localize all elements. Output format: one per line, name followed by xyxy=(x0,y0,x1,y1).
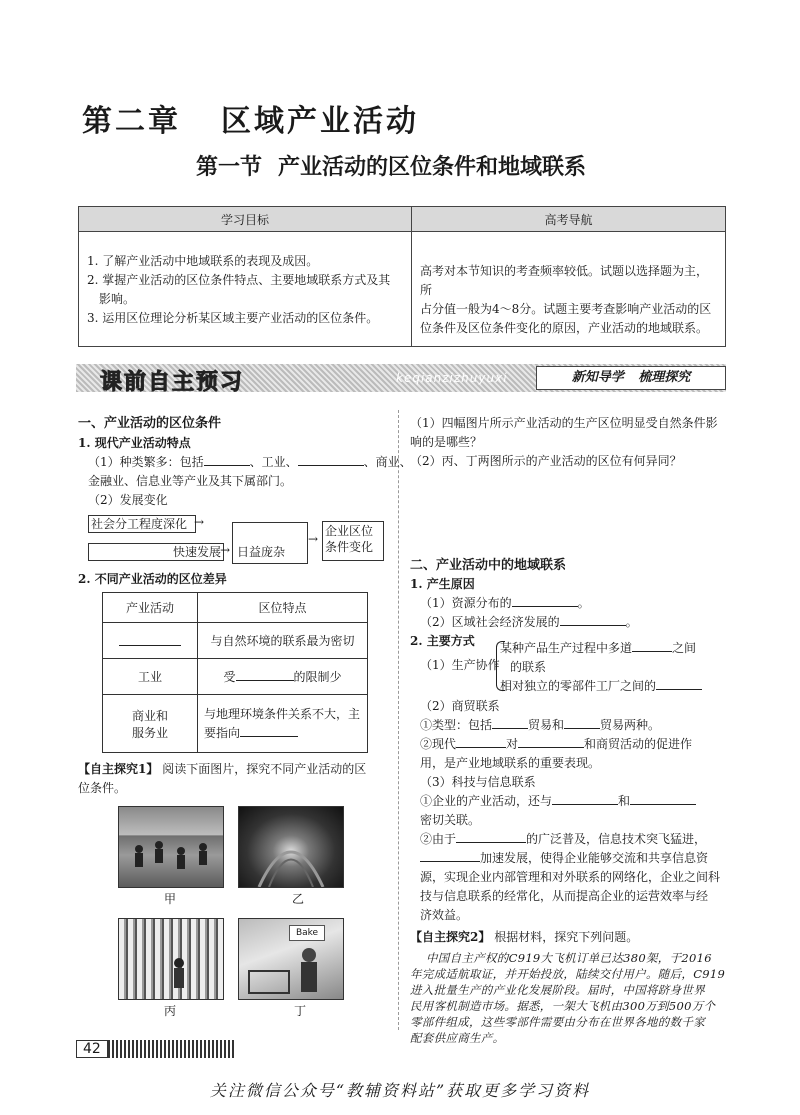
coop-line-3: 相对独立的零部件工厂之间的 xyxy=(500,677,702,696)
answer-blank[interactable] xyxy=(656,677,702,690)
banner-pinyin: keqianzizhuyuxi xyxy=(396,371,508,385)
section-title: 产业活动的区位条件和地域联系 xyxy=(278,154,587,180)
page-number-bar xyxy=(76,1040,236,1058)
trade-title: （2）商贸联系 xyxy=(420,699,500,713)
answer-blank[interactable] xyxy=(552,792,618,805)
question-2: （2）丙、丁两图所示的产业活动的区位有何异同？ xyxy=(410,454,682,468)
answer-blank[interactable] xyxy=(456,735,506,748)
tunnel-figure xyxy=(239,807,343,887)
arrow-icon: → xyxy=(194,515,205,529)
guide-line: 占分值一般为4～8分。试题主要考查影响产业活动的区 xyxy=(420,302,712,316)
photo-mine-tunnel xyxy=(238,806,344,888)
photo-caption: 甲 xyxy=(164,892,177,906)
features-line-3: （2）发展变化 xyxy=(88,493,168,507)
section1-1-title: 1. 现代产业活动特点 xyxy=(78,436,191,450)
goals-cell xyxy=(79,232,412,347)
diff-header: 产业活动 xyxy=(103,593,198,623)
photo-caption: 丙 xyxy=(164,1004,177,1018)
answer-blank[interactable] xyxy=(456,830,526,843)
goal-line: 2. 掌握产业活动的区位条件特点、主要地域联系方式及其 xyxy=(87,273,391,287)
flow-box-complex: 日益庞杂 xyxy=(232,522,308,564)
footer-slogan: 关注微信公众号“教辅资料站”获取更多学习资料 xyxy=(209,1081,591,1100)
answer-blank[interactable] xyxy=(518,735,584,748)
section-number: 第一节 xyxy=(196,154,263,180)
answer-blank[interactable] xyxy=(560,613,626,626)
diff-cell xyxy=(103,623,198,659)
photo-caption: 丁 xyxy=(294,1004,307,1018)
answer-blank[interactable] xyxy=(240,724,298,737)
answer-blank[interactable] xyxy=(420,849,480,862)
objectives-table xyxy=(78,206,726,347)
features-line-2: 金融业、信息业等产业及其下属部门。 xyxy=(88,474,293,488)
answer-blank[interactable] xyxy=(492,716,528,729)
tech-line-1: ①企业的产业活动，还与 和 xyxy=(420,792,696,811)
diff-header: 区位特点 xyxy=(198,593,368,623)
location-difference-table xyxy=(102,592,368,753)
trade-types: ①类型：包括 贸易和 贸易两种。 xyxy=(420,718,661,732)
chapter-number: 第二章 xyxy=(82,104,181,139)
diff-cell: 受 的限制少 xyxy=(198,659,368,695)
factory-figure xyxy=(119,919,223,999)
tech-line-3: ②由于 的广泛普及，信息技术突飞猛进， xyxy=(420,832,707,846)
bakery-sign: Bake xyxy=(289,925,325,941)
guide-header: 高考导航 xyxy=(412,207,726,232)
page-number: 42 xyxy=(76,1040,108,1058)
question-1-cont: 响的是哪些？ xyxy=(410,435,483,449)
tech-line-7: 济效益。 xyxy=(420,908,469,922)
section2-title: 二、产业活动中的地域联系 xyxy=(410,558,567,573)
chapter-title: 区域产业活动 xyxy=(221,104,419,139)
answer-blank[interactable] xyxy=(564,716,600,729)
photo-supermarket xyxy=(238,918,344,1000)
flow-box-division: 社会分工程度深化 xyxy=(88,515,196,533)
explore1-line-2: 位条件。 xyxy=(78,781,127,795)
flow-box-result: 企业区位 条件变化 xyxy=(322,521,384,561)
trade-modern-cont: 用，是产业地域联系的重要表现。 xyxy=(420,756,601,770)
material-line: 年完成适航取证，并开始投放，陆续交付用户。随后，C919 xyxy=(410,967,726,981)
goal-line: 3. 运用区位理论分析某区域主要产业活动的区位条件。 xyxy=(87,311,379,325)
photo-rice-farming xyxy=(118,806,224,888)
section-heading xyxy=(196,150,586,181)
guide-line: 位条件及区位条件变化的原因，产业活动的地域联系。 xyxy=(420,321,709,335)
section2-2-title: 2. 主要方式 xyxy=(410,634,475,648)
diff-cell: 与自然环境的联系最为密切 xyxy=(198,623,368,659)
guide-cell xyxy=(412,232,726,347)
chapter-heading xyxy=(82,96,419,140)
farmers-figure xyxy=(119,807,223,887)
diff-cell: 工业 xyxy=(103,659,198,695)
question-1: （1）四幅图片所示产业活动的生产区位明显受自然条件影 xyxy=(410,416,718,430)
features-line-1: （1）种类繁多：包括 、工业、 、商业、 xyxy=(88,455,412,469)
answer-blank[interactable] xyxy=(119,633,181,646)
photo-textile-factory xyxy=(118,918,224,1000)
section1-title: 一、产业活动的区位条件 xyxy=(78,416,222,431)
column-divider xyxy=(398,410,399,1030)
diff-cell: 商业和 服务业 xyxy=(103,695,198,753)
material-line: 中国自主产权的C919大飞机订单已达380架，于2016 xyxy=(426,951,712,965)
section2-1-title: 1. 产生原因 xyxy=(410,577,475,591)
material-line: 零部件组成，这些零部件需要由分布在世界各地的数千家 xyxy=(410,1015,705,1029)
material-line: 进入批量生产的产业化发展阶段。届时，中国将跻身世界 xyxy=(410,983,705,997)
answer-blank[interactable] xyxy=(298,453,364,466)
answer-blank[interactable] xyxy=(204,453,250,466)
answer-blank[interactable] xyxy=(630,792,696,805)
tech-line-5: 源，实现企业内部管理和对外联系的网络化，企业之间科 xyxy=(420,870,721,884)
explore1-line: 【自主探究1】 阅读下面图片，探究不同产业活动的区 xyxy=(78,762,367,776)
production-coop-label: （1）生产协作 xyxy=(420,658,500,672)
tech-line-2: 密切关联。 xyxy=(420,813,481,827)
tech-line-4: 加速发展，使得企业能够交流和共享信息资 xyxy=(420,849,708,868)
answer-blank[interactable] xyxy=(632,639,672,652)
arrow-icon: → xyxy=(308,532,319,546)
goal-line: 影响。 xyxy=(99,292,136,306)
material-line: 配套供应商生产。 xyxy=(410,1031,505,1045)
reason-1: （1）资源分布的 。 xyxy=(420,596,590,610)
shopper-figure xyxy=(239,919,343,999)
material-line: 民用客机制造市场。据悉，一架大飞机由300万到500万个 xyxy=(410,999,716,1013)
coop-line-1: 某种产品生产过程中多道 之间 xyxy=(500,641,697,655)
guide-line: 高考对本节知识的考查频率较低。试题以选择题为主，所 xyxy=(420,264,709,297)
preview-banner xyxy=(76,364,726,395)
section1-2-title: 2. 不同产业活动的区位差异 xyxy=(78,572,227,586)
tech-title: （3）科技与信息联系 xyxy=(420,775,536,789)
banner-right-label: 新知导学 梳理探究 xyxy=(536,366,726,390)
goal-line: 1. 了解产业活动中地域联系的表现及成因。 xyxy=(87,254,319,268)
tech-line-6: 技与信息联系的经常化，从而提高企业的运营效率与经 xyxy=(420,889,709,903)
arrow-icon: → xyxy=(220,543,231,557)
coop-line-2: 的联系 xyxy=(510,660,547,674)
flow-box-fast: 快速发展 xyxy=(88,543,224,561)
answer-blank[interactable] xyxy=(236,668,294,681)
explore2-line: 【自主探究2】 根据材料，探究下列问题。 xyxy=(410,930,639,944)
banner-title: 课前自主预习 xyxy=(100,370,245,395)
photo-caption: 乙 xyxy=(292,892,305,906)
trade-modern: ②现代 对 和商贸活动的促进作 xyxy=(420,737,693,751)
answer-blank[interactable] xyxy=(512,594,578,607)
reason-2: （2）区域社会经济发展的 。 xyxy=(420,615,638,629)
goals-header: 学习目标 xyxy=(79,207,412,232)
diff-cell: 与地理环境条件关系不大，主 要指向 xyxy=(198,695,368,753)
